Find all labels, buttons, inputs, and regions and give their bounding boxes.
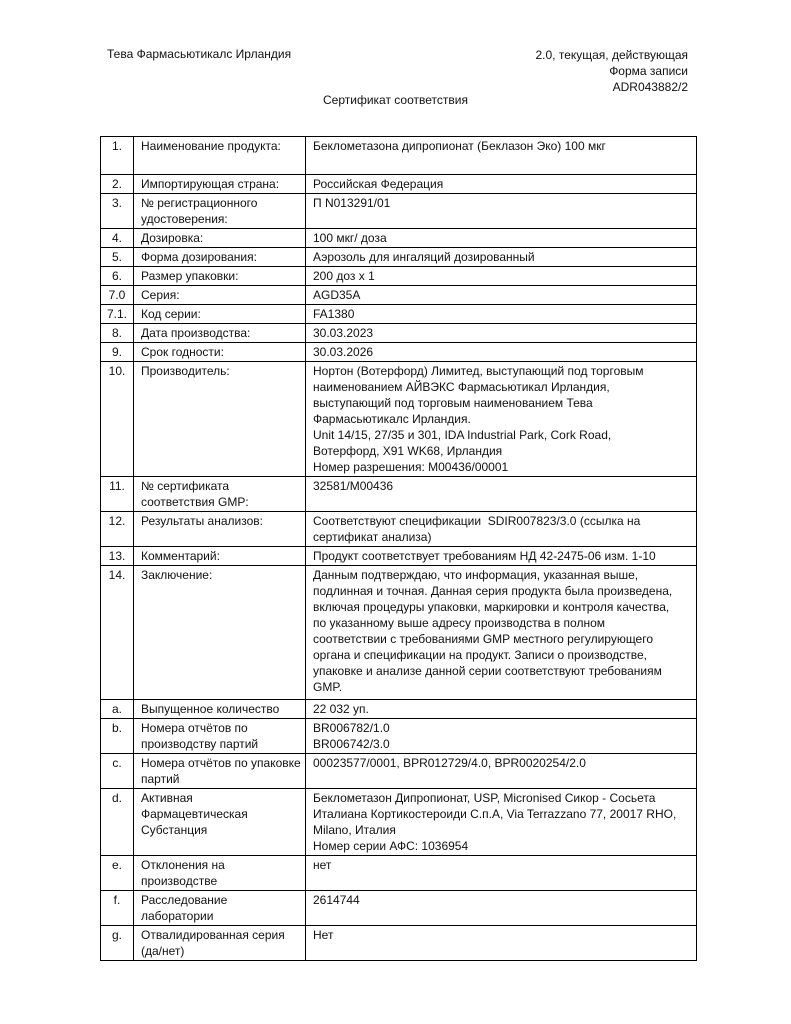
row-label: № регистрационного удостоверения: <box>134 194 306 229</box>
row-number: 7.0 <box>101 286 134 305</box>
row-label: Импортирующая страна: <box>134 175 306 194</box>
version-line: 2.0, текущая, действующая <box>535 48 688 62</box>
table-row <box>101 547 697 566</box>
row-value <box>306 700 697 719</box>
row-number: a. <box>101 700 134 719</box>
table-row <box>101 229 697 248</box>
row-number: b. <box>101 719 134 754</box>
row-value <box>306 137 697 175</box>
value-line: 200 доз х 1 <box>313 269 375 283</box>
row-number: g. <box>101 926 134 961</box>
table-row <box>101 891 697 926</box>
table-row <box>101 856 697 891</box>
row-number: f. <box>101 891 134 926</box>
value-line: упаковке и анализе данной серии соответствуют требованиям <box>313 664 662 678</box>
table-row <box>101 286 697 305</box>
row-label: Выпущенное количество <box>134 700 306 719</box>
table-row <box>101 719 697 754</box>
row-label: Производитель: <box>134 362 306 477</box>
value-line: Италиана Кортикостероиди С.п.А, Via Terrazzano 77, 20017 RHO, <box>313 807 677 821</box>
table-row <box>101 137 697 175</box>
value-line: Беклометазона дипропионат (Беклазон Эко) 100 мкг <box>313 139 606 153</box>
value-line: по указанному выше адресу производства в полном <box>313 616 605 630</box>
value-line: FA1380 <box>313 307 355 321</box>
value-line: Номер серии АФС: 1036954 <box>313 839 469 853</box>
row-value <box>306 789 697 856</box>
row-label: Заключение: <box>134 566 306 700</box>
row-number: 3. <box>101 194 134 229</box>
company-name: Тева Фармасьютикалс Ирландия <box>107 47 292 61</box>
table-row <box>101 477 697 512</box>
value-line: П N013291/01 <box>313 196 391 210</box>
value-line: Milano, Италия <box>313 823 396 837</box>
value-line: органа и спецификации на продукт. Записи о производстве, <box>313 648 647 662</box>
value-line: подлинная и точная. Данная серия продукта была произведена, <box>313 584 673 598</box>
row-number: 13. <box>101 547 134 566</box>
value-line: GMP. <box>313 680 343 694</box>
table-row <box>101 267 697 286</box>
row-number: 10. <box>101 362 134 477</box>
row-label: Активная Фармацевтическая Субстанция <box>134 789 306 856</box>
value-line: Номер разрешения: M00436/00001 <box>313 460 509 474</box>
row-value <box>306 566 697 700</box>
table-row <box>101 754 697 789</box>
row-number: 7.1. <box>101 305 134 324</box>
value-line: соответствии с требованиями GMP местного регулирующего <box>313 632 654 646</box>
row-label: Расследование лаборатории <box>134 891 306 926</box>
form-line: Форма записи <box>609 64 688 78</box>
row-number: 9. <box>101 343 134 362</box>
table-row <box>101 512 697 547</box>
value-line: AGD35A <box>313 288 361 302</box>
value-line: Данным подтверждаю, что информация, указанная выше, <box>313 568 639 582</box>
row-value <box>306 286 697 305</box>
row-label: Номера отчётов по производству партий <box>134 719 306 754</box>
table-row <box>101 248 697 267</box>
row-label: Форма дозирования: <box>134 248 306 267</box>
row-label: Срок годности: <box>134 343 306 362</box>
value-line: Фармасьютикалс Ирландия. <box>313 412 471 426</box>
row-label: Наименование продукта: <box>134 137 306 175</box>
value-line: наименованием АЙВЭКС Фармасьютикал Ирландия, <box>313 380 610 394</box>
row-number: 14. <box>101 566 134 700</box>
document-status <box>535 47 688 95</box>
table-row <box>101 305 697 324</box>
row-label: Серия: <box>134 286 306 305</box>
table-row <box>101 789 697 856</box>
value-line: нет <box>313 858 332 872</box>
page-title: Сертификат соответствия <box>323 93 468 107</box>
table-row <box>101 700 697 719</box>
value-line: Российская Федерация <box>313 177 444 191</box>
row-number: e. <box>101 856 134 891</box>
value-line: Unit 14/15, 27/35 и 301, IDA Industrial Park, Cork Road, <box>313 428 612 442</box>
record-id: ADR043882/2 <box>612 80 688 94</box>
row-value <box>306 512 697 547</box>
row-number: 12. <box>101 512 134 547</box>
value-line: Нортон (Вотерфорд) Лимитед, выступающий под торговым <box>313 364 644 378</box>
value-line: 100 мкг/ доза <box>313 231 387 245</box>
row-label: № сертификата соответствия GMP: <box>134 477 306 512</box>
row-value <box>306 175 697 194</box>
value-line: выступающий под торговым наименованием Тева <box>313 396 593 410</box>
row-label: Номера отчётов по упаковке партий <box>134 754 306 789</box>
table-row <box>101 194 697 229</box>
row-value <box>306 754 697 789</box>
row-label: Дозировка: <box>134 229 306 248</box>
row-value <box>306 719 697 754</box>
row-number: 2. <box>101 175 134 194</box>
table-row <box>101 566 697 700</box>
value-line: включая процедуры упаковки, маркировки и контроля качества, <box>313 600 670 614</box>
row-label: Размер упаковки: <box>134 267 306 286</box>
row-value <box>306 477 697 512</box>
row-value <box>306 547 697 566</box>
value-line: Беклометазон Дипропионат, USP, Micronised Сикор - Сосьета <box>313 791 656 805</box>
row-label: Комментарий: <box>134 547 306 566</box>
row-label: Результаты анализов: <box>134 512 306 547</box>
table-row <box>101 324 697 343</box>
value-line: Нет <box>313 928 334 942</box>
table-row <box>101 362 697 477</box>
row-number: 8. <box>101 324 134 343</box>
value-line: 2614744 <box>313 893 360 907</box>
row-value <box>306 305 697 324</box>
row-value <box>306 324 697 343</box>
row-value <box>306 267 697 286</box>
row-value <box>306 343 697 362</box>
row-value <box>306 194 697 229</box>
row-number: d. <box>101 789 134 856</box>
row-number: 6. <box>101 267 134 286</box>
row-number: 4. <box>101 229 134 248</box>
row-number: 1. <box>101 137 134 175</box>
value-line: BR006742/3.0 <box>313 737 390 751</box>
row-label: Отклонения на производстве <box>134 856 306 891</box>
value-line: Аэрозоль для ингаляций дозированный <box>313 250 535 264</box>
certificate-table <box>100 136 697 961</box>
row-value <box>306 248 697 267</box>
row-value <box>306 229 697 248</box>
value-line: сертификат анализа) <box>313 530 432 544</box>
value-line: 22 032 уп. <box>313 702 369 716</box>
value-line: Соответствуют спецификации SDIR007823/3.0 (ссылка на <box>313 514 641 528</box>
value-line: 00023577/0001, BPR012729/4.0, BPR0020254/2.0 <box>313 756 586 770</box>
row-number: c. <box>101 754 134 789</box>
table-row <box>101 175 697 194</box>
table-row <box>101 343 697 362</box>
row-value <box>306 891 697 926</box>
row-value <box>306 926 697 961</box>
row-number: 5. <box>101 248 134 267</box>
table-row <box>101 926 697 961</box>
row-number: 11. <box>101 477 134 512</box>
value-line: BR006782/1.0 <box>313 721 390 735</box>
row-label: Отвалидированная серия (да/нет) <box>134 926 306 961</box>
value-line: 30.03.2026 <box>313 345 374 359</box>
value-line: Вотерфорд, X91 WK68, Ирландия <box>313 444 503 458</box>
value-line: 32581/M00436 <box>313 479 394 493</box>
value-line: 30.03.2023 <box>313 326 374 340</box>
row-label: Код серии: <box>134 305 306 324</box>
row-value <box>306 856 697 891</box>
value-line: Продукт соответствует требованиям НД 42-2475-06 изм. 1-10 <box>313 549 656 563</box>
row-label: Дата производства: <box>134 324 306 343</box>
row-value <box>306 362 697 477</box>
